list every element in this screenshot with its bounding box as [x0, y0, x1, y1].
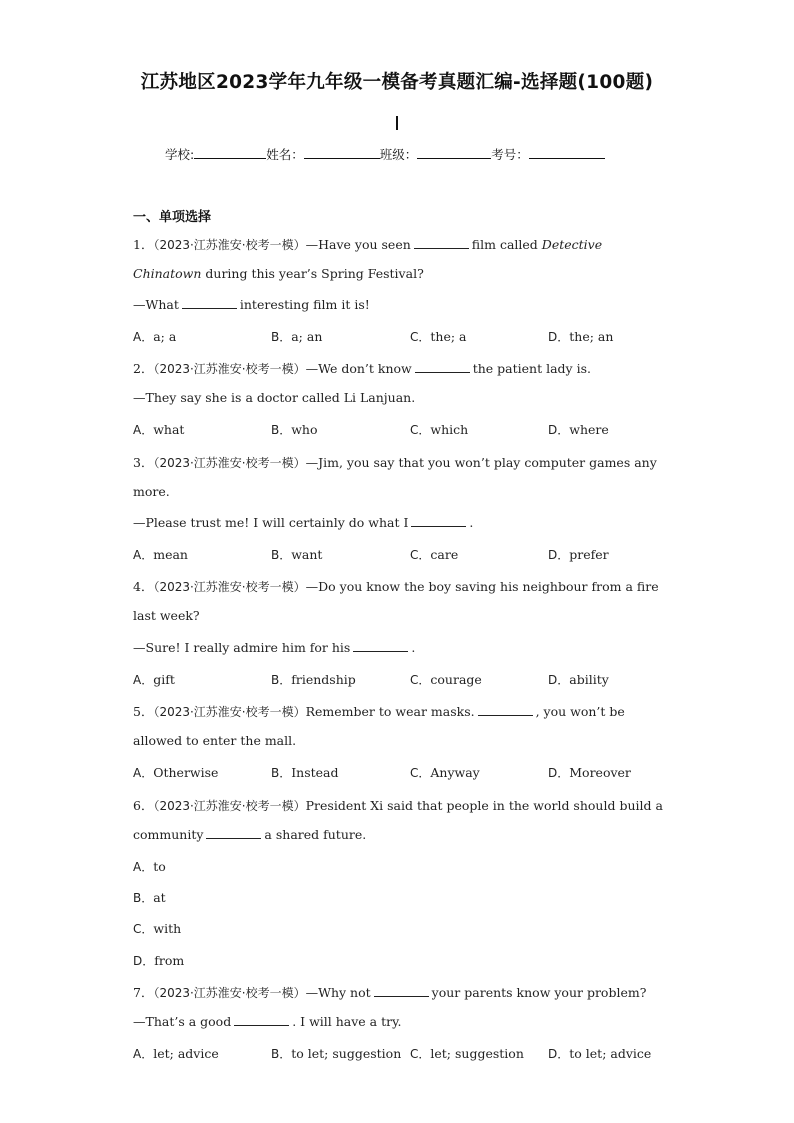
- question-source: （2023·江苏淮安·校考一模）: [153, 456, 306, 470]
- option-text: the; a: [430, 329, 467, 344]
- option-b[interactable]: [271, 671, 356, 688]
- question-number: 4．: [133, 579, 154, 594]
- option-key: D．: [548, 673, 570, 687]
- option-d[interactable]: [548, 328, 613, 345]
- question-1-line-1: [133, 235, 602, 253]
- name-blank[interactable]: [304, 146, 380, 159]
- question-text: , you won’t be: [535, 704, 625, 719]
- answer-blank[interactable]: [478, 704, 533, 716]
- question-text: .: [411, 640, 416, 655]
- question-text: community: [133, 827, 204, 842]
- option-key: D．: [548, 766, 570, 780]
- answer-blank[interactable]: [234, 1014, 289, 1026]
- option-text: at: [153, 890, 166, 905]
- option-key: B．: [271, 673, 292, 687]
- question-5-line-1: [133, 702, 625, 720]
- question-text: —Why not: [305, 985, 371, 1000]
- class-blank[interactable]: [417, 146, 491, 159]
- option-text: let; suggestion: [430, 1046, 524, 1061]
- option-d[interactable]: [548, 1045, 651, 1062]
- question-5-line-2: allowed to enter the mall.: [133, 733, 297, 748]
- question-text: interesting film it is!: [239, 297, 370, 312]
- option-text: to let; advice: [569, 1046, 652, 1061]
- option-key: C．: [410, 1047, 431, 1061]
- option-key: D．: [548, 423, 570, 437]
- option-key: D．: [548, 548, 570, 562]
- option-c[interactable]: [410, 546, 458, 563]
- option-key: C．: [133, 922, 154, 936]
- question-text: the patient lady is.: [472, 361, 591, 376]
- question-1-line-3: [133, 297, 370, 312]
- option-text: which: [430, 422, 469, 437]
- question-text: your parents know your problem?: [431, 985, 647, 1000]
- section-heading: 一、单项选择: [133, 210, 212, 225]
- option-text: where: [569, 422, 609, 437]
- question-number: 5．: [133, 704, 154, 719]
- question-3-line-2: more.: [133, 484, 170, 499]
- question-3-line-3: [133, 515, 473, 530]
- class-label: 班级：: [379, 147, 418, 162]
- option-text: mean: [153, 547, 188, 562]
- movie-title: Detective: [541, 237, 603, 252]
- answer-blank[interactable]: [374, 985, 429, 997]
- option-text: what: [153, 422, 185, 437]
- option-text: to let; suggestion: [291, 1046, 402, 1061]
- option-c[interactable]: [133, 920, 181, 937]
- option-text: Instead: [291, 765, 339, 780]
- question-source: （2023·江苏淮安·校考一模）: [153, 986, 306, 1000]
- option-text: friendship: [291, 672, 356, 687]
- question-7-line-1: [133, 983, 646, 1001]
- question-source: （2023·江苏淮安·校考一模）: [153, 705, 306, 719]
- document-title: 江苏地区2023学年九年级一模备考真题汇编-选择题(100题): [140, 72, 654, 93]
- option-key: A．: [133, 330, 154, 344]
- question-text: —Jim, you say that you won’t play computer games any: [305, 455, 657, 470]
- number-label: 考号：: [491, 147, 529, 162]
- question-source: （2023·江苏淮安·校考一模）: [153, 362, 306, 376]
- question-1-line-2: [133, 266, 424, 281]
- option-text: Otherwise: [153, 765, 219, 780]
- option-text: prefer: [569, 547, 609, 562]
- option-key: C．: [410, 423, 431, 437]
- option-text: want: [291, 547, 323, 562]
- option-key: A．: [133, 673, 154, 687]
- option-key: C．: [410, 330, 431, 344]
- option-b[interactable]: [271, 764, 339, 781]
- question-4-line-1: [133, 577, 659, 595]
- question-text: film called: [471, 237, 538, 252]
- option-b[interactable]: [133, 889, 166, 906]
- question-7-line-2: [133, 1014, 401, 1029]
- question-text: Remember to wear masks.: [305, 704, 475, 719]
- option-a[interactable]: [133, 421, 184, 438]
- question-6-line-2: [133, 827, 366, 842]
- option-c[interactable]: [410, 1045, 524, 1062]
- answer-blank[interactable]: [206, 827, 261, 839]
- question-4-line-2: last week?: [133, 608, 200, 623]
- question-text: —Please trust me! I will certainly do what I: [133, 515, 409, 530]
- option-b[interactable]: [271, 421, 318, 438]
- answer-blank[interactable]: [182, 297, 237, 309]
- option-text: a; an: [291, 329, 323, 344]
- option-key: D．: [548, 1047, 570, 1061]
- movie-title: Chinatown: [133, 266, 202, 281]
- student-info-row: [165, 145, 605, 163]
- option-a[interactable]: [133, 546, 188, 563]
- question-number: 2．: [133, 361, 154, 376]
- option-key: B．: [133, 891, 154, 905]
- option-key: B．: [271, 330, 292, 344]
- option-key: A．: [133, 860, 154, 874]
- question-2-line-1: [133, 359, 591, 377]
- question-number: 1．: [133, 237, 154, 252]
- option-a[interactable]: [133, 328, 176, 345]
- option-key: B．: [271, 1047, 292, 1061]
- name-label: 姓名：: [266, 147, 304, 162]
- question-text: during this year’s Spring Festival?: [205, 266, 424, 281]
- option-key: B．: [271, 423, 292, 437]
- question-2-line-2: —They say she is a doctor called Li Lanjuan.: [133, 390, 416, 405]
- number-blank[interactable]: [529, 146, 605, 159]
- option-key: A．: [133, 423, 154, 437]
- question-source: （2023·江苏淮安·校考一模）: [153, 799, 306, 813]
- option-text: gift: [153, 672, 175, 687]
- option-text: Anyway: [430, 765, 480, 780]
- option-text: from: [154, 953, 185, 968]
- question-text: —Do you know the boy saving his neighbour from a fire: [305, 579, 659, 594]
- question-text: —What: [133, 297, 179, 312]
- option-c[interactable]: [410, 421, 468, 438]
- option-key: D．: [133, 954, 155, 968]
- text-cursor: [396, 116, 398, 130]
- option-a[interactable]: [133, 858, 166, 875]
- school-blank[interactable]: [194, 146, 266, 159]
- option-d[interactable]: [548, 764, 631, 781]
- question-number: 7．: [133, 985, 154, 1000]
- option-d[interactable]: [548, 421, 609, 438]
- option-text: a; a: [153, 329, 177, 344]
- option-c[interactable]: [410, 328, 467, 345]
- option-b[interactable]: [271, 328, 322, 345]
- answer-blank[interactable]: [353, 640, 408, 652]
- option-b[interactable]: [271, 546, 322, 563]
- question-text: —Have you seen: [305, 237, 411, 252]
- option-text: ability: [569, 672, 609, 687]
- option-key: A．: [133, 548, 154, 562]
- question-text: —We don’t know: [305, 361, 412, 376]
- question-6-line-1: [133, 796, 663, 814]
- option-b[interactable]: [271, 1045, 401, 1062]
- option-text: the; an: [569, 329, 614, 344]
- option-d[interactable]: [548, 546, 609, 563]
- question-text: a shared future.: [264, 827, 367, 842]
- option-a[interactable]: [133, 671, 175, 688]
- option-key: D．: [548, 330, 570, 344]
- option-text: care: [430, 547, 459, 562]
- question-source: （2023·江苏淮安·校考一模）: [153, 580, 306, 594]
- option-key: C．: [410, 673, 431, 687]
- question-text: .: [469, 515, 474, 530]
- option-text: Moreover: [569, 765, 631, 780]
- question-number: 3．: [133, 455, 154, 470]
- question-source: （2023·江苏淮安·校考一模）: [153, 238, 306, 252]
- option-key: A．: [133, 1047, 154, 1061]
- school-label: 学校:: [165, 147, 195, 162]
- option-c[interactable]: [410, 671, 482, 688]
- option-text: courage: [430, 672, 482, 687]
- answer-blank[interactable]: [415, 361, 470, 373]
- question-text: . I will have a try.: [292, 1014, 402, 1029]
- option-key: B．: [271, 766, 292, 780]
- option-key: B．: [271, 548, 292, 562]
- answer-blank[interactable]: [411, 515, 466, 527]
- option-c[interactable]: [410, 764, 480, 781]
- option-d[interactable]: [133, 952, 184, 969]
- answer-blank[interactable]: [414, 237, 469, 249]
- option-text: let; advice: [153, 1046, 219, 1061]
- question-number: 6．: [133, 798, 154, 813]
- option-a[interactable]: [133, 764, 218, 781]
- question-4-line-3: [133, 640, 415, 655]
- question-text: —Sure! I really admire him for his: [133, 640, 351, 655]
- option-key: C．: [410, 766, 431, 780]
- question-3-line-1: [133, 453, 657, 471]
- question-text: President Xi said that people in the world should build a: [305, 798, 663, 813]
- option-text: to: [153, 859, 166, 874]
- option-key: C．: [410, 548, 431, 562]
- option-d[interactable]: [548, 671, 609, 688]
- option-a[interactable]: [133, 1045, 219, 1062]
- option-key: A．: [133, 766, 154, 780]
- option-text: who: [291, 422, 318, 437]
- question-text: —That’s a good: [133, 1014, 232, 1029]
- option-text: with: [153, 921, 182, 936]
